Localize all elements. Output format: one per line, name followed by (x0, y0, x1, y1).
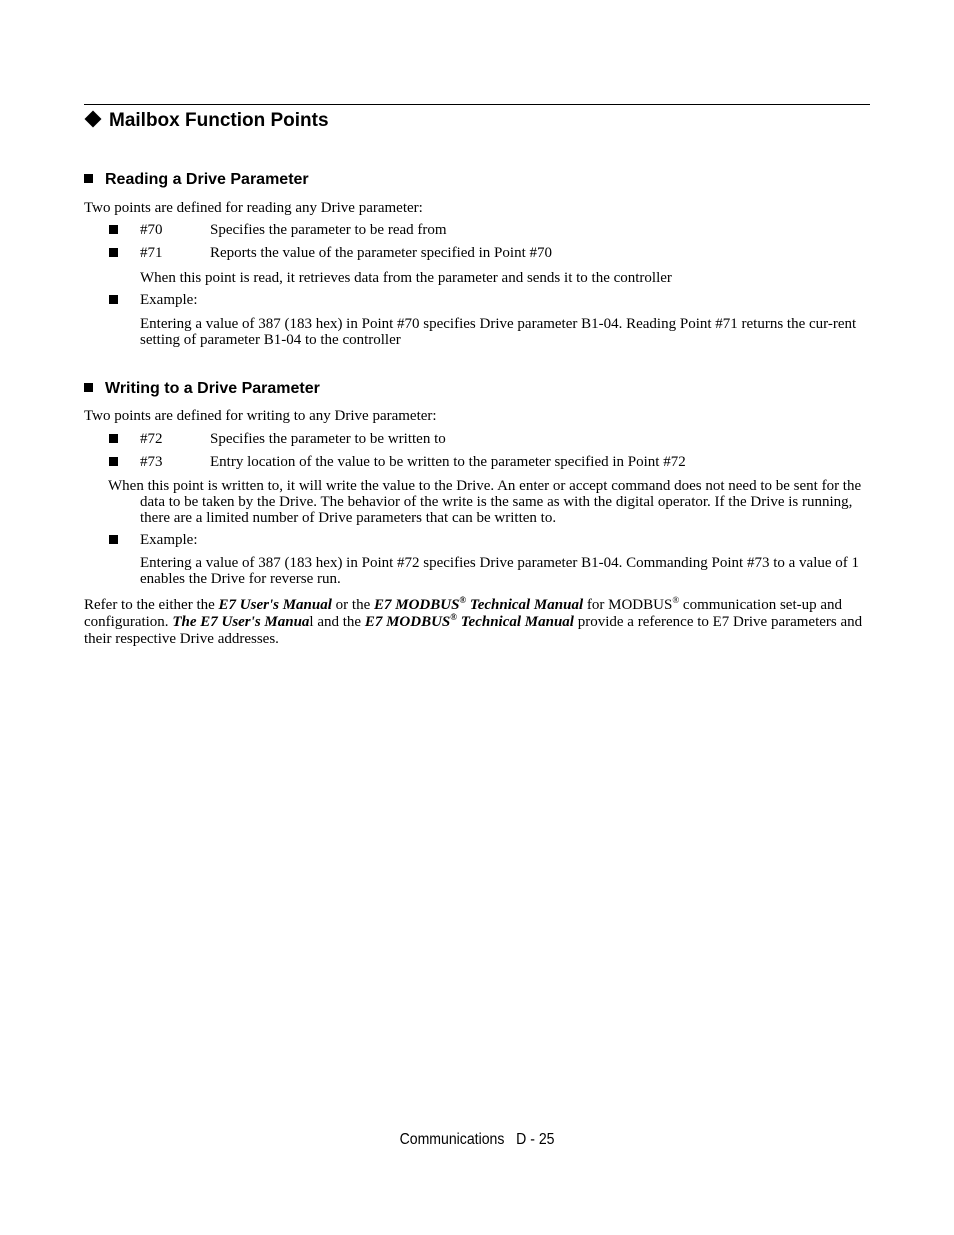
point-description: Specifies the parameter to be written to (210, 431, 446, 447)
point-description: Entry location of the value to be written to the parameter specified in Point #72 (210, 454, 686, 470)
square-bullet-icon (109, 248, 118, 257)
point-number: #70 (140, 222, 163, 238)
heading-reading: Reading a Drive Parameter (84, 171, 309, 189)
manual-title: E7 MODBUS® Technical Manual (373, 595, 584, 613)
square-bullet-icon (109, 535, 118, 544)
point-number: #72 (140, 431, 163, 447)
square-bullet-icon (109, 434, 118, 443)
manual-title: E7 MODBUS® Technical Manual (364, 612, 574, 630)
square-bullet-icon (84, 174, 93, 183)
page-footer: Communications D - 25 (399, 1131, 555, 1148)
header-rule (84, 104, 870, 105)
reading-example-text: Entering a value of 387 (183 hex) in Point #70 specifies Drive parameter B1-04. Reading Point #71 returns the cur-rent setting of parameter B1-04 to the controller (140, 316, 857, 348)
point-description: Reports the value of the parameter specified in Point #70 (210, 245, 552, 261)
square-bullet-icon (84, 383, 93, 392)
example-label: Example: (140, 292, 198, 308)
point-description: Specifies the parameter to be read from (210, 222, 447, 238)
reference-paragraph: Refer to the either the E7 User's Manual or the E7 MODBUS® Technical Manual for MODBUS® communication set-up and configuration. The E7 User's Manual and the E7 MODBUS® Technical Manual provide a reference to E7 Drive parameters and their respective Drive addresses. (84, 595, 863, 647)
writing-intro: Two points are defined for writing to any Drive parameter: (84, 408, 437, 424)
diamond-bullet-icon (85, 111, 102, 128)
example-label: Example: (140, 532, 198, 548)
point-number: #73 (140, 454, 163, 470)
heading-writing: Writing to a Drive Parameter (84, 380, 320, 398)
reading-note: When this point is read, it retrieves data from the parameter and sends it to the controller (140, 270, 672, 286)
square-bullet-icon (109, 295, 118, 304)
square-bullet-icon (109, 457, 118, 466)
square-bullet-icon (109, 225, 118, 234)
writing-example-text: Entering a value of 387 (183 hex) in Point #72 specifies Drive parameter B1-04. Commanding Point #73 to a value of 1 enables the Drive for reverse run. (140, 555, 860, 587)
writing-note: When this point is written to, it will write the value to the Drive. An enter or accept command does not need to be sent for the data to be taken by the Drive. The behavior of the write is the same as with the digital operator. If the Drive is running, there are a limited number of Drive parameters that can be written to. (108, 478, 862, 526)
point-number: #71 (140, 245, 163, 261)
reading-intro: Two points are defined for reading any Drive parameter: (84, 200, 423, 216)
manual-title: E7 User's Manual (218, 597, 332, 613)
section-title: Mailbox Function Points (84, 110, 329, 132)
manual-title: The E7 User's Manua (172, 614, 310, 630)
